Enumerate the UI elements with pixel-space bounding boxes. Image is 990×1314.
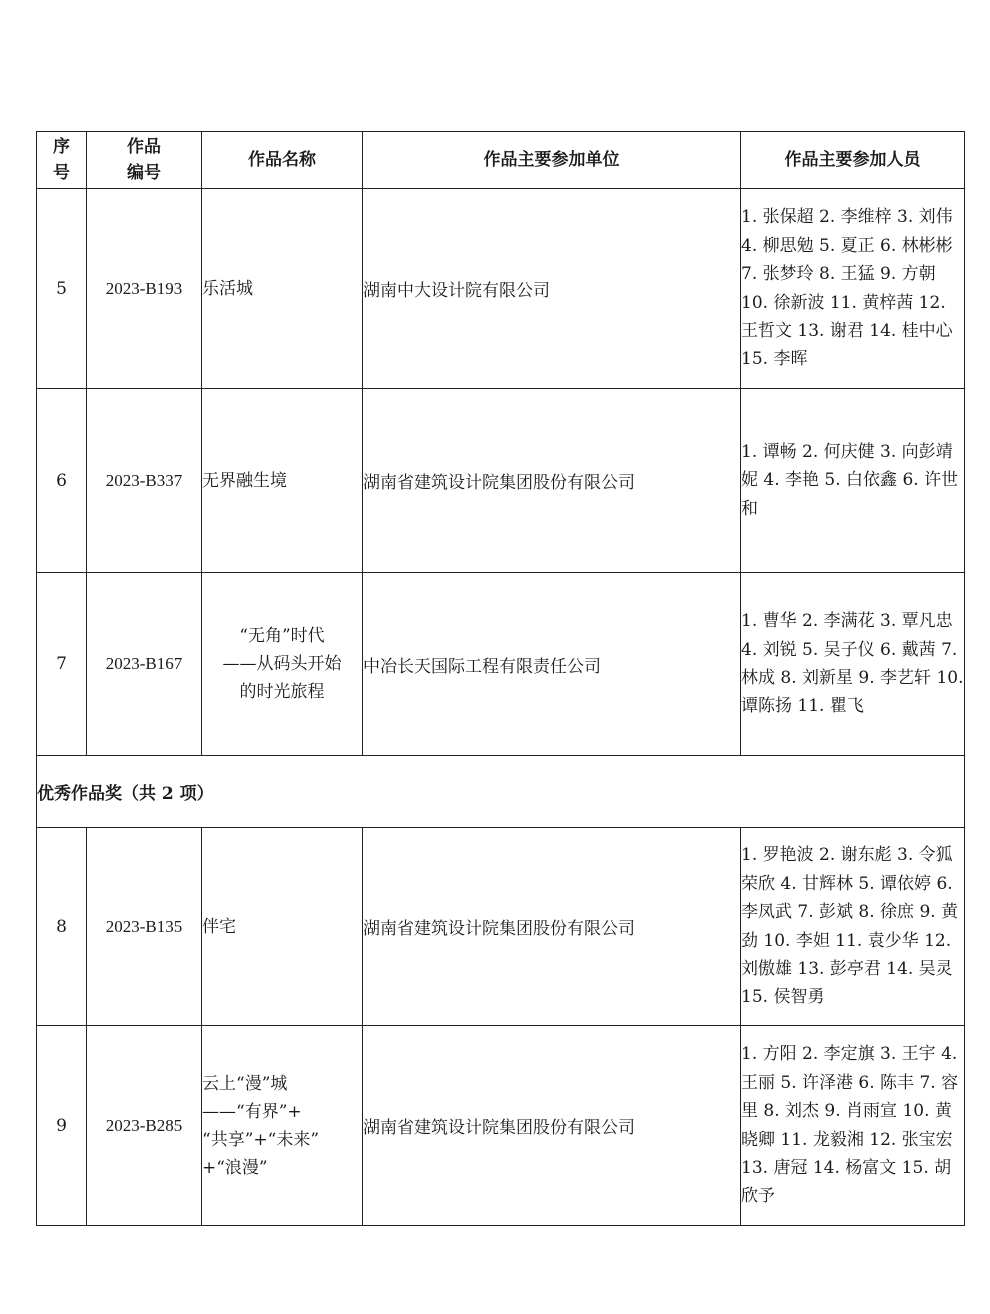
header-unit: 作品主要参加单位 (363, 132, 741, 189)
row-name: 无界融生境 (202, 389, 363, 573)
row-people: 1. 谭畅 2. 何庆健 3. 向彭靖妮 4. 李艳 5. 白依鑫 6. 许世和 (741, 389, 965, 573)
header-no: 序 号 (37, 132, 87, 189)
row-no: 5 (37, 189, 87, 389)
row-name: 云上“漫”城 ——“有界”+ “共享”+“未来” +“浪漫” (202, 1026, 363, 1226)
row-people: 1. 方阳 2. 李定旗 3. 王宇 4. 王丽 5. 许泽港 6. 陈丰 7. 容里 8. 刘杰 9. 肖雨宣 10. 黄晓卿 11. 龙毅湘 12. 张宝宏 13. 唐冠 14. 杨富文 15. 胡欣予 (741, 1026, 965, 1226)
row-unit: 湖南中大设计院有限公司 (363, 189, 741, 389)
row-code: 2023-B135 (87, 828, 202, 1026)
table-row (37, 389, 965, 573)
row-no: 7 (37, 573, 87, 756)
section-row (37, 756, 965, 828)
row-code: 2023-B285 (87, 1026, 202, 1226)
row-code: 2023-B167 (87, 573, 202, 756)
table-row (37, 189, 965, 389)
header-people: 作品主要参加人员 (741, 132, 965, 189)
row-no: 9 (37, 1026, 87, 1226)
row-no: 8 (37, 828, 87, 1026)
row-unit: 湖南省建筑设计院集团股份有限公司 (363, 828, 741, 1026)
row-code: 2023-B193 (87, 189, 202, 389)
award-table (36, 131, 965, 1226)
row-no: 6 (37, 389, 87, 573)
row-people: 1. 罗艳波 2. 谢东彪 3. 令狐荣欣 4. 甘辉林 5. 谭依婷 6. 李凤武 7. 彭斌 8. 徐庶 9. 黄劲 10. 李妲 11. 袁少华 12. 刘傲雄 13. 彭亭君 14. 吴灵 15. 侯智勇 (741, 828, 965, 1026)
row-name: “无角”时代 ——从码头开始 的时光旅程 (202, 573, 363, 756)
row-name: 乐活城 (202, 189, 363, 389)
header-code: 作品 编号 (87, 132, 202, 189)
table-row (37, 573, 965, 756)
row-people: 1. 曹华 2. 李满花 3. 覃凡忠 4. 刘锐 5. 吴子仪 6. 戴茜 7. 林成 8. 刘新星 9. 李艺轩 10. 谭陈扬 11. 瞿飞 (741, 573, 965, 756)
header-name: 作品名称 (202, 132, 363, 189)
row-unit: 湖南省建筑设计院集团股份有限公司 (363, 389, 741, 573)
section-title: 优秀作品奖（共 2 项） (37, 756, 965, 828)
row-unit: 中冶长天国际工程有限责任公司 (363, 573, 741, 756)
row-name: 伴宅 (202, 828, 363, 1026)
row-people: 1. 张保超 2. 李维梓 3. 刘伟 4. 柳思勉 5. 夏正 6. 林彬彬 7. 张梦玲 8. 王猛 9. 方朝 10. 徐新波 11. 黄梓茜 12. 王哲文 13. 谢君 14. 桂中心 15. 李晖 (741, 189, 965, 389)
row-unit: 湖南省建筑设计院集团股份有限公司 (363, 1026, 741, 1226)
table-row (37, 1026, 965, 1226)
row-code: 2023-B337 (87, 389, 202, 573)
header-row (37, 132, 965, 189)
table-row (37, 828, 965, 1026)
